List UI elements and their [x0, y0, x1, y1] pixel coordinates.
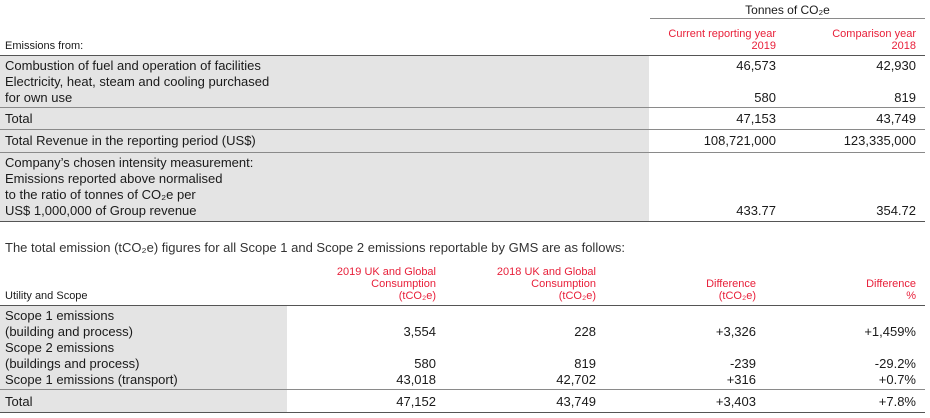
unit-header-rule [650, 18, 925, 19]
intro-text: The total emission (tCO₂e) figures for all Scope 1 and Scope 2 emissions reportable by GMS are as follows: [5, 240, 625, 255]
col-current-year: 2019 [751, 40, 776, 52]
col-header-line: 2018 UK and Global [496, 266, 596, 278]
row-label-cont: (buildings and process) [5, 356, 140, 371]
col-current-header [640, 28, 776, 52]
row-value: 580 [414, 356, 436, 371]
row-label: Scope 1 emissions (transport) [5, 372, 178, 387]
row-label: Total [5, 111, 33, 126]
row-value: -239 [729, 356, 756, 371]
col-difference-pct-header [770, 278, 916, 302]
table-row [5, 133, 645, 149]
row-rule [0, 107, 925, 108]
row-label-cont: for own use [5, 90, 73, 105]
col-comparison-header [790, 28, 916, 52]
table-bottom-rule [0, 221, 925, 222]
col-header-line: 2019 UK and Global [336, 266, 436, 278]
row-comparison-value: 43,749 [876, 111, 916, 126]
row-label: Scope 1 emissions [5, 308, 115, 323]
row-value: +3,326 [715, 324, 756, 339]
row-header: Emissions from: [5, 40, 84, 52]
row-current-value: 46,573 [736, 58, 776, 73]
row-value: +3,403 [715, 394, 756, 409]
row-comparison-value: 354.72 [876, 203, 916, 218]
row-current-value: 108,721,000 [703, 133, 776, 148]
col-header-line: Consumption [531, 278, 596, 290]
col-header-line: Consumption [371, 278, 436, 290]
col-comparison-title: Comparison year [832, 28, 916, 40]
row-rule [0, 129, 925, 130]
col-header-line: (tCO₂e) [398, 290, 436, 302]
col-difference-header [610, 278, 756, 302]
col-header-line: (tCO₂e) [558, 290, 596, 302]
row-label: Combustion of fuel and operation of facilities [5, 58, 261, 73]
table-bottom-rule [0, 412, 925, 413]
row-comparison-value: 123,335,000 [843, 133, 916, 148]
row-label-cont: (building and process) [5, 324, 133, 339]
table-row [5, 308, 285, 340]
col-comparison-year: 2018 [891, 40, 916, 52]
row-value: +7.8% [878, 394, 916, 409]
col-header-line: Difference [706, 278, 756, 290]
row-rule [0, 152, 925, 153]
col-header-line: Difference [866, 278, 916, 290]
table-row [5, 155, 645, 219]
table-row [5, 58, 645, 74]
col-2019-header [290, 266, 436, 302]
row-value: +1,459% [864, 324, 916, 339]
table-row [5, 74, 645, 106]
unit-header: Tonnes of CO₂e [745, 3, 830, 17]
row-value: 42,702 [556, 372, 596, 387]
row-value: 43,018 [396, 372, 436, 387]
row-current-value: 580 [754, 90, 776, 105]
row-label: Electricity, heat, steam and cooling purchased [5, 74, 270, 89]
row-label-cont: Emissions reported above normalised [5, 171, 223, 186]
row-label: Total Revenue in the reporting period (US$) [5, 133, 256, 148]
row-label: Company’s chosen intensity measurement: [5, 155, 254, 170]
row-value: 819 [574, 356, 596, 371]
row-comparison-value: 42,930 [876, 58, 916, 73]
table-row [5, 394, 285, 410]
col-2018-header [450, 266, 596, 302]
row-value: 47,152 [396, 394, 436, 409]
table-row [5, 111, 645, 127]
table-row [5, 340, 285, 372]
row-label-cont: to the ratio of tonnes of CO₂e per [5, 187, 196, 202]
row-label: Total [5, 394, 33, 409]
header-rule [0, 305, 925, 306]
row-header: Utility and Scope [5, 290, 88, 302]
header-rule [0, 55, 925, 56]
row-value: -29.2% [874, 356, 916, 371]
row-value: +316 [726, 372, 756, 387]
row-rule [0, 389, 925, 390]
row-label-cont: US$ 1,000,000 of Group revenue [5, 203, 197, 218]
row-label: Scope 2 emissions [5, 340, 115, 355]
row-current-value: 433.77 [736, 203, 776, 218]
row-value: 228 [574, 324, 596, 339]
row-value: 3,554 [403, 324, 436, 339]
col-header-line: (tCO₂e) [718, 290, 756, 302]
col-current-title: Current reporting year [668, 28, 776, 40]
col-header-line: % [906, 290, 916, 302]
row-value: 43,749 [556, 394, 596, 409]
table-row [5, 372, 285, 388]
row-current-value: 47,153 [736, 111, 776, 126]
row-value: +0.7% [878, 372, 916, 387]
row-comparison-value: 819 [894, 90, 916, 105]
